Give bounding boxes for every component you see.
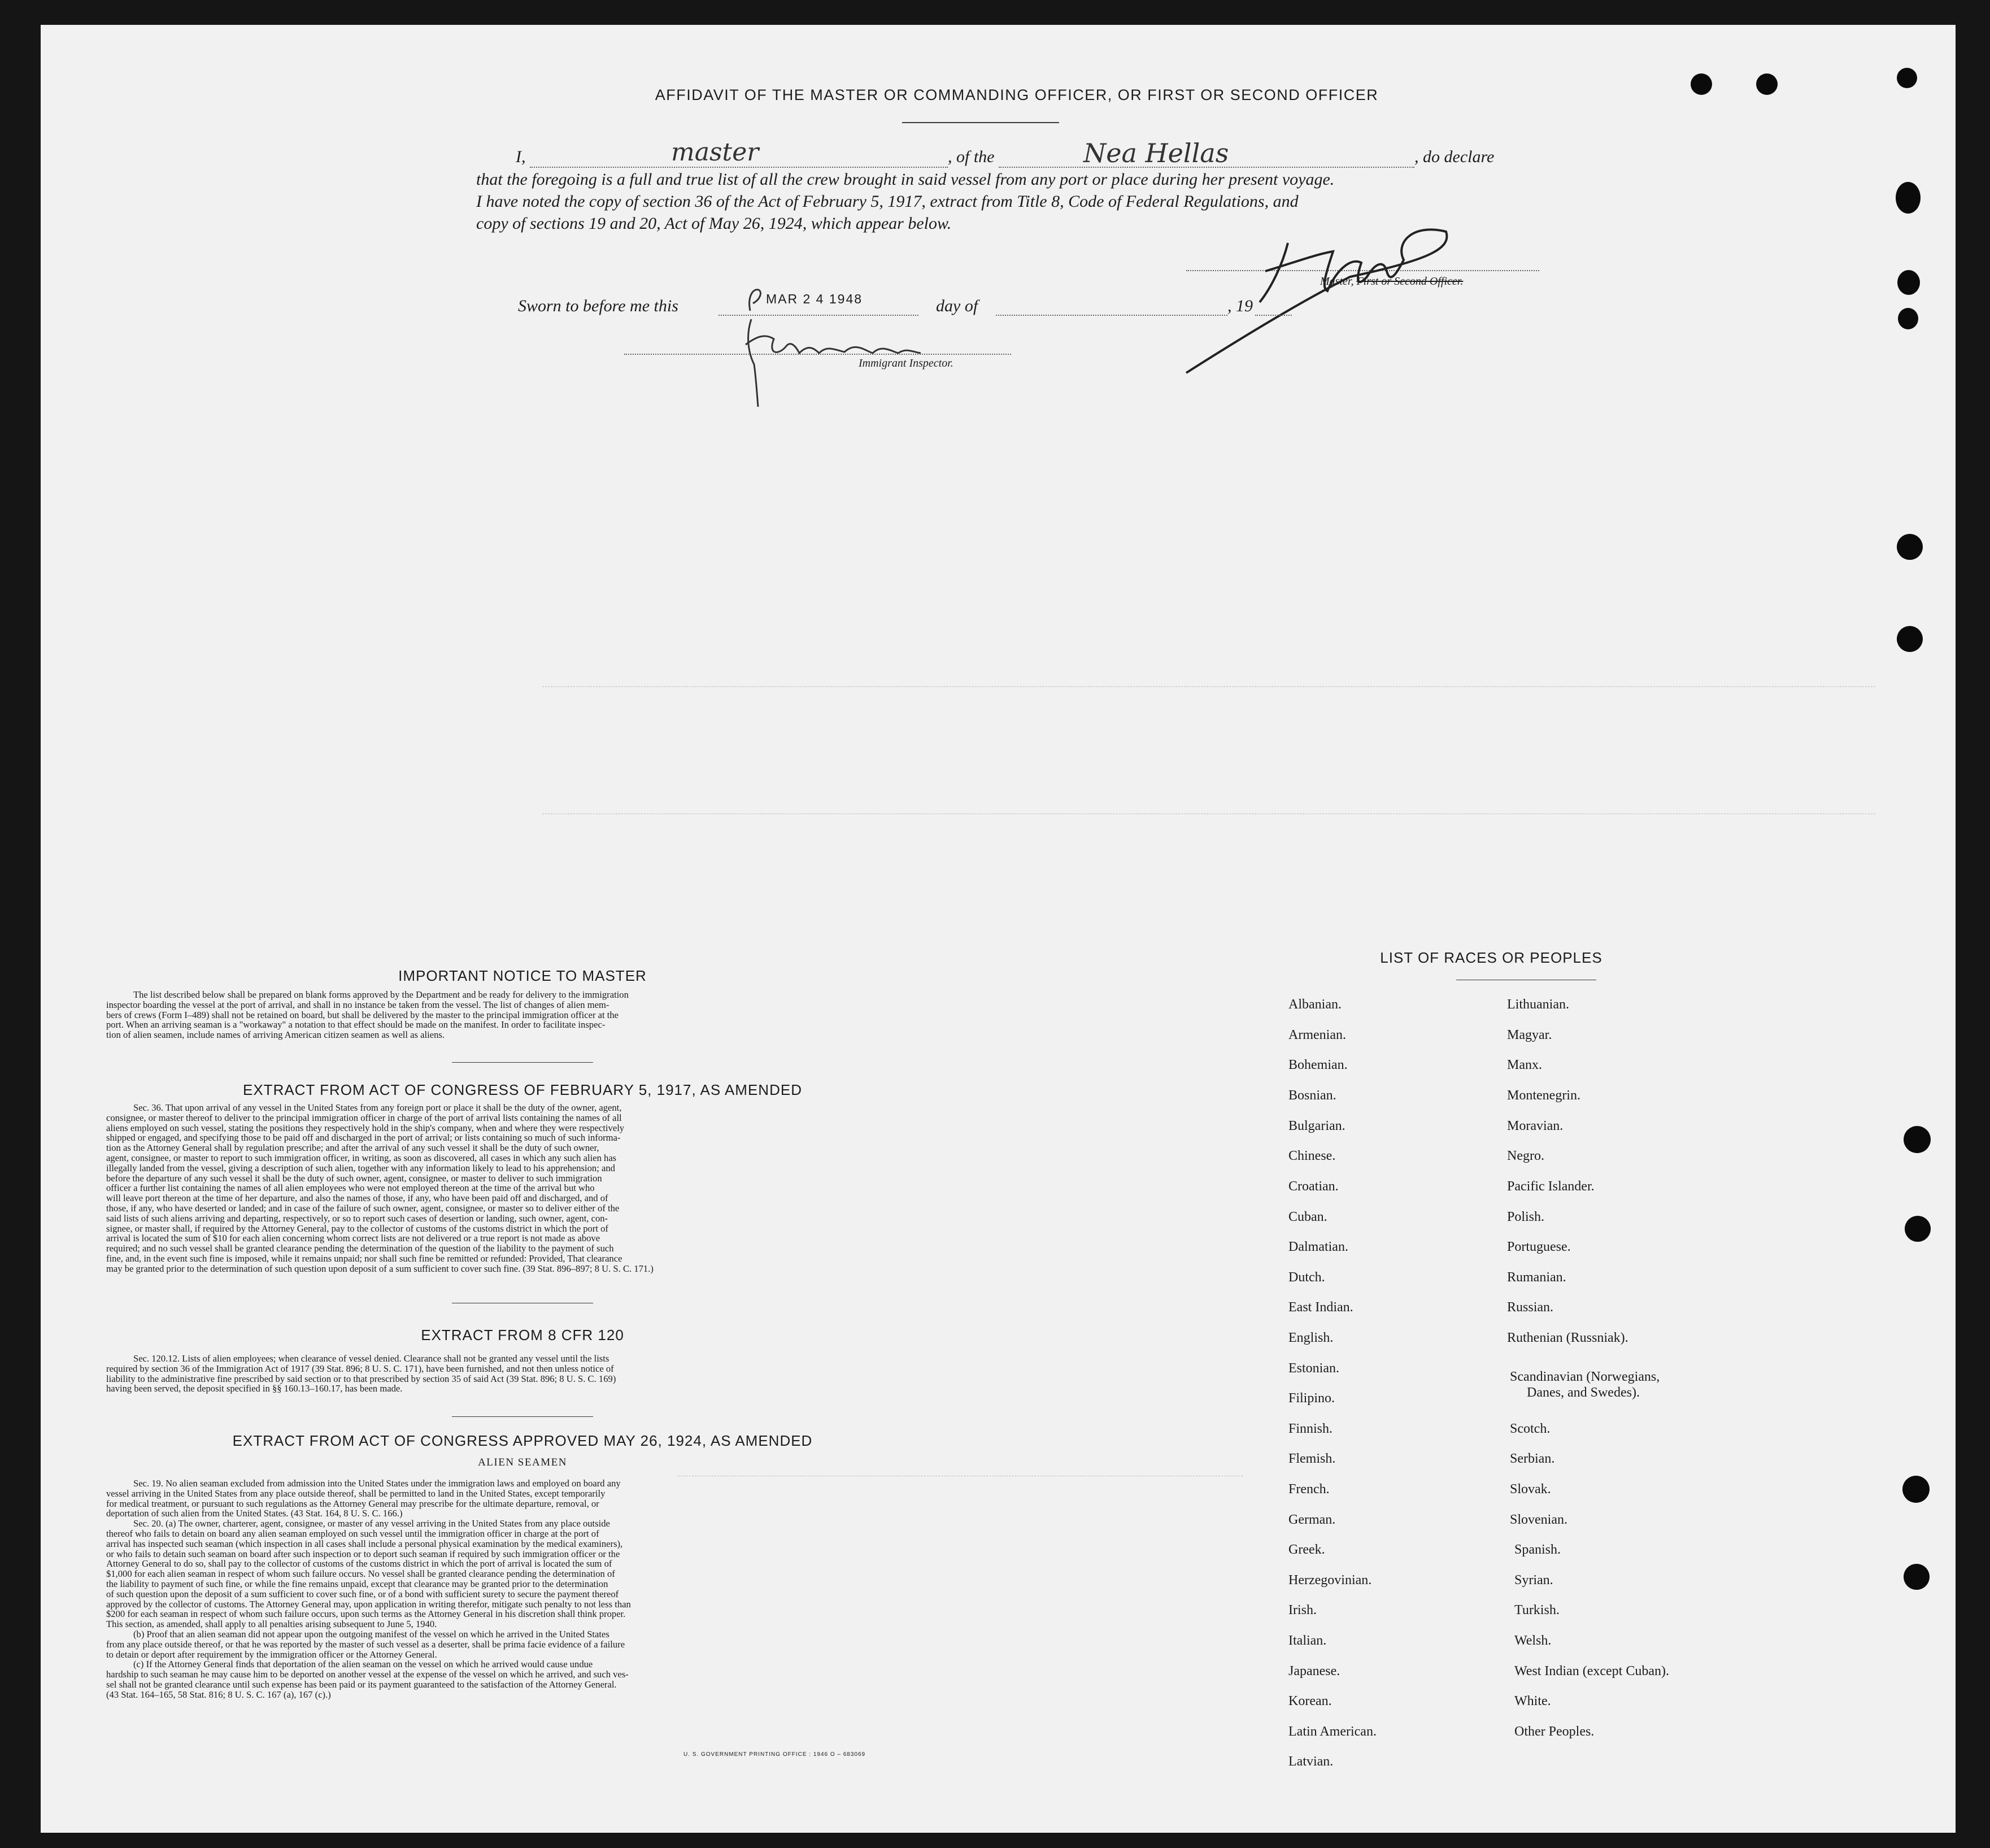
declaration-line-4: copy of sections 19 and 20, Act of May 26, 1924, which appear below.: [476, 214, 952, 233]
race-item: Scandinavian (Norwegians,: [1510, 1369, 1660, 1384]
race-item: Estonian.: [1288, 1361, 1339, 1376]
extract-1917-line: before the departure of any such vessel it shall be the duty of such owner, agent, consignee, or master to deliver to such immigration: [106, 1172, 602, 1184]
extract-1917-line: will leave port thereon at the time of her departure, and also the names of those, if any, who have been paid off and discharged, and of: [106, 1193, 608, 1204]
race-item: Pacific Islander.: [1507, 1179, 1595, 1194]
year-prefix-text: , 19: [1227, 297, 1253, 315]
race-item: Dalmatian.: [1288, 1240, 1348, 1254]
race-item: Manx.: [1507, 1058, 1542, 1072]
date-stamp: MAR 2 4 1948: [766, 292, 863, 306]
extract-1917-line: said lists of such aliens arriving and departing, respectively, or so to report such cases of desertion or landing, such owner, agent, con-: [106, 1212, 608, 1224]
punch-hole: [1902, 1476, 1930, 1503]
race-item: Korean.: [1288, 1694, 1332, 1708]
extract-1917-line: those, if any, who have deserted or landed; and in case of the failure of such owner, agent, consignee, or master so to deliver either of the: [106, 1202, 620, 1214]
extract-1917-line: arrival is located the sum of $10 for each alien concerning whom correct lists are not delivered or a true report is not made as above: [106, 1233, 600, 1244]
extract-1924-line: of such question upon the deposit of a sum sufficient to cover such fine, or of a bond with sufficient surety to secure the payment thereof: [106, 1588, 619, 1599]
extract-1924-line: Attorney General to do so, shall pay to the collector of customs of the customs district in which the port of arrival is located the sum of: [106, 1558, 612, 1569]
extract-1924-line: to detain or deport after requirement by the immigration officer or the Attorney General.: [106, 1649, 437, 1660]
master-label-plain: Master,: [1320, 275, 1357, 288]
name-field[interactable]: [530, 138, 948, 168]
race-item: Croatian.: [1288, 1179, 1339, 1194]
race-item: Italian.: [1288, 1633, 1327, 1648]
punch-hole: [1756, 73, 1778, 95]
extract-1924-line: approved by the collector of customs. The Attorney General may, upon application in writing therefor, mitigate such penalty to not less than: [106, 1598, 631, 1610]
race-item: Montenegrin.: [1507, 1088, 1580, 1103]
race-item: Filipino.: [1288, 1391, 1335, 1406]
extract-1917-line: required; and no such vessel shall be granted clearance pending the determination of the question of the liability to the payment of such: [106, 1243, 614, 1254]
race-item: Irish.: [1288, 1603, 1317, 1617]
race-item: Chinese.: [1288, 1149, 1336, 1163]
race-item: Latin American.: [1288, 1724, 1377, 1739]
race-item: Bohemian.: [1288, 1058, 1348, 1072]
extract-1924-line: or who fails to detain such seaman on board after such inspection or to deport such seaman if required by such immigration officer or the: [106, 1548, 620, 1559]
inspector-label: Immigrant Inspector.: [859, 357, 953, 369]
extract-1924-line: Sec. 19. No alien seaman excluded from admission into the United States under the immigration laws and employed on board any: [133, 1478, 621, 1489]
race-item: Syrian.: [1514, 1573, 1553, 1588]
notice-title: IMPORTANT NOTICE TO MASTER: [398, 967, 647, 984]
race-item: English.: [1288, 1330, 1334, 1345]
extract-1924-line: (c) If the Attorney General finds that deportation of the alien seaman on the vessel on which he arrived would cause undue: [133, 1659, 593, 1670]
extract-1924-line: $1,000 for each alien seaman in respect of whom such failure occurs. No vessel shall be granted clearance pending the determination of: [106, 1568, 615, 1580]
extract-1924-line: the liability to payment of such fine, or while the fine remains unpaid, except that clearance may be granted prior to the determination: [106, 1578, 608, 1589]
extract-1924-line: vessel arriving in the United States from any place outside thereof, shall be permitted to land in the United States, except temporarily: [106, 1488, 606, 1499]
race-item: Lithuanian.: [1507, 997, 1569, 1012]
affidavit-title: AFFIDAVIT OF THE MASTER OR COMMANDING OFFICER, OR FIRST OR SECOND OFFICER: [655, 86, 1379, 103]
extract-1917-line: signee, or master shall, if required by the Attorney General, pay to the collector of customs of the customs district in which the port of: [106, 1223, 608, 1234]
punch-hole: [1904, 1126, 1931, 1153]
extract-1924-line: Sec. 20. (a) The owner, charterer, agent, consignee, or master of any vessel arriving in the United States from any place outside: [133, 1518, 610, 1529]
race-item: Welsh.: [1514, 1633, 1552, 1648]
extract-1924-line: for medical treatment, or pursuant to such regulations as the Attorney General may prescribe for the ultimate departure, removal, or: [106, 1498, 599, 1509]
race-item: Ruthenian (Russniak).: [1507, 1330, 1628, 1345]
vessel-field[interactable]: [999, 138, 1414, 168]
ruled-line: [542, 686, 1875, 688]
race-item: Greek.: [1288, 1542, 1325, 1557]
extract-1924-line: sel shall not be granted clearance until such expense has been paid or its payment guaranteed to the satisfaction of the Attorney General.: [106, 1679, 617, 1690]
extract-1917-line: Sec. 36. That upon arrival of any vessel in the United States from any foreign port or place it shall be the duty of the owner, agent,: [133, 1102, 622, 1113]
extract-1924-line: deportation of such alien from the United States. (43 Stat. 164, 8 U. S. C. 166.): [106, 1508, 403, 1519]
printing-office-footer: U. S. GOVERNMENT PRINTING OFFICE : 1946 O – 683069: [683, 1751, 866, 1758]
race-item: Scotch.: [1510, 1421, 1551, 1436]
extract-1924-line: from any place outside thereof, or that he was reported by the master of such vessel as a deserter, shall be prima facie evidence of a failure: [106, 1638, 625, 1650]
race-item: Herzegovinian.: [1288, 1573, 1372, 1588]
race-item: Negro.: [1507, 1149, 1544, 1163]
do-declare-text: , do declare: [1414, 147, 1495, 166]
notice-line: bers of crews (Form I–489) shall not be retained on board, but shall be delivered by the master to the principal immigration officer at the: [106, 1009, 619, 1020]
extract-1924-line: (43 Stat. 164–165, 58 Stat. 816; 8 U. S. C. 167 (a), 167 (c).): [106, 1689, 331, 1700]
declaration-line-2: that the foregoing is a full and true list of all the crew brought in said vessel from any port or place during her present voyage.: [476, 170, 1335, 189]
race-item: Bosnian.: [1288, 1088, 1336, 1103]
extract-1924-line: thereof who fails to detain on board any alien seaman employed on such vessel until the immigration officer in charge at the port of: [106, 1528, 599, 1539]
master-label-struck: First or Second Officer.: [1356, 275, 1464, 288]
race-item: Other Peoples.: [1514, 1724, 1595, 1739]
extract-1917-line: consignee, or master thereof to deliver to the principal immigration officer in charge of the port of arrival lists containing the names of all: [106, 1112, 622, 1123]
title-rule: [902, 122, 1059, 123]
races-title: LIST OF RACES OR PEOPLES: [1380, 949, 1603, 966]
extract-cfr-body: [106, 1354, 942, 1394]
race-item: Magyar.: [1507, 1028, 1552, 1042]
race-item: Finnish.: [1288, 1421, 1333, 1436]
name-handwritten: master: [671, 138, 759, 167]
extract-1924-subtitle: ALIEN SEAMEN: [478, 1456, 567, 1468]
race-item: Turkish.: [1514, 1603, 1560, 1617]
race-item: Flemish.: [1288, 1451, 1336, 1466]
race-item: West Indian (except Cuban).: [1514, 1664, 1669, 1679]
punch-hole: [1904, 1564, 1930, 1590]
race-item: Danes, and Swedes).: [1527, 1385, 1640, 1400]
extract-1924-line: (b) Proof that an alien seaman did not appear upon the outgoing manifest of the vessel on which he arrived in the United States: [133, 1628, 609, 1640]
extract-1917-line: may be granted prior to the determination of such question upon deposit of a sum sufficient to cover such fine. (39 Stat. 896–897; 8 U. S. C. 171.): [106, 1263, 654, 1274]
year-field[interactable]: [1255, 298, 1292, 316]
extract-cfr-line: liability to the administrative fine prescribed by said section or to that prescribed by section 35 of said Act (39 Stat. 896; 8 U. S. C. 169): [106, 1373, 616, 1384]
extract-cfr-line: required by section 36 of the Immigration Act of 1917 (39 Stat. 896; 8 U. S. C. 171), have been furnished, and not then unless notice of: [106, 1363, 614, 1374]
punch-hole: [1897, 626, 1923, 652]
punch-hole: [1897, 534, 1923, 560]
sworn-text: Sworn to before me this: [518, 297, 678, 315]
extract-1924-line: This section, as amended, shall apply to all penalties arising subsequent to June 5, 1940.: [106, 1619, 437, 1630]
race-item: Bulgarian.: [1288, 1119, 1345, 1133]
race-item: East Indian.: [1288, 1300, 1353, 1315]
race-item: Dutch.: [1288, 1270, 1325, 1285]
race-item: French.: [1288, 1482, 1330, 1497]
extract-1917-line: illegally landed from the vessel, giving a description of such alien, together with any information likely to lead to his apprehension; and: [106, 1162, 615, 1173]
notice-line: tion of alien seamen, include names of arriving American citizen seamen as well as aliens.: [106, 1029, 445, 1041]
extract-1917-line: officer a further list containing the names of all alien employees who were not employed thereon at the time of the arrival but who: [106, 1182, 595, 1194]
race-item: Slovak.: [1510, 1482, 1551, 1497]
extract-1924-body: [106, 1479, 942, 1700]
punch-hole: [1905, 1216, 1931, 1242]
notice-body: [106, 990, 942, 1040]
extract-1917-line: fine, and, in the event such fine is imposed, while it remains unpaid; nor shall such fine be remitted or refunded: Provided, That clearance: [106, 1253, 622, 1264]
race-item: Spanish.: [1514, 1542, 1561, 1557]
stamp-mark: [744, 285, 767, 314]
race-item: Cuban.: [1288, 1210, 1327, 1224]
race-item: Latvian.: [1288, 1754, 1334, 1769]
race-item: Armenian.: [1288, 1028, 1346, 1042]
race-item: Albanian.: [1288, 997, 1342, 1012]
race-item: Moravian.: [1507, 1119, 1564, 1133]
extract-1917-line: shipped or engaged, and specifying those to be paid off and discharged in the port of arrival; or lists containing so much of such informa-: [106, 1132, 621, 1143]
extract-1924-line: arrival has inspected such seaman (which inspection in all cases shall include a personal physical examination by the medical examiners),: [106, 1538, 623, 1549]
notice-line: port. When an arriving seaman is a "workaway" a notation to that effect should be made on the manifest. In order to facilitate inspec-: [106, 1019, 606, 1030]
race-item: Rumanian.: [1507, 1270, 1566, 1285]
day-of-text: day of: [936, 297, 978, 315]
month-field[interactable]: [996, 298, 1227, 316]
race-item: Japanese.: [1288, 1664, 1340, 1679]
ruled-line: [542, 814, 1875, 815]
declaration-line-1: [516, 138, 1544, 168]
punch-hole: [1898, 308, 1918, 329]
extract-1917-body: [106, 1103, 942, 1274]
race-item: White.: [1514, 1694, 1551, 1708]
section-rule: [452, 1416, 593, 1417]
extract-1924-line: $200 for each seaman in respect of whom such failure occurs, upon such terms as the Attorney General in his discretion shall think proper.: [106, 1608, 626, 1620]
ruled-line: [678, 1476, 1243, 1477]
race-item: Portuguese.: [1507, 1240, 1571, 1254]
race-item: Serbian.: [1510, 1451, 1555, 1466]
master-signature: [1181, 209, 1469, 379]
extract-1917-title: EXTRACT FROM ACT OF CONGRESS OF FEBRUARY 5, 1917, AS AMENDED: [243, 1081, 802, 1098]
master-label: [1320, 275, 1463, 288]
race-item: Slovenian.: [1510, 1512, 1567, 1527]
race-item: German.: [1288, 1512, 1336, 1527]
extract-1917-line: aliens employed on such vessel, stating the positions they respectively hold in the ship's company, when and where they were respectively: [106, 1122, 625, 1133]
extract-1917-line: tion as the Attorney General shall by regulation prescribe; and after the arrival of any such vessel it shall be the duty of such owner,: [106, 1142, 599, 1154]
extract-1917-line: agent, consignee, or master to report to such immigration officer, in writing, as soon as discovered, all cases in which any such alien has: [106, 1152, 617, 1163]
extract-cfr-title: EXTRACT FROM 8 CFR 120: [421, 1327, 624, 1343]
vessel-handwritten: Nea Hellas: [1083, 138, 1229, 168]
extract-1924-line: hardship to such seaman he may cause him to be deported on another vessel at the expense of the vessel on which he arrived, and such ves-: [106, 1669, 629, 1680]
race-item: Polish.: [1507, 1210, 1545, 1224]
notice-line: inspector boarding the vessel at the port of arrival, and shall in no instance be taken from the vessel. The list of changes of alien mem-: [106, 999, 609, 1010]
punch-hole: [1896, 182, 1921, 214]
race-item: Russian.: [1507, 1300, 1554, 1315]
punch-hole: [1897, 270, 1920, 295]
extract-cfr-line: Sec. 120.12. Lists of alien employees; when clearance of vessel denied. Clearance shall not be granted any vessel until the lists: [133, 1353, 609, 1364]
notice-line: The list described below shall be prepared on blank forms approved by the Department and be ready for delivery to the immigration: [133, 989, 629, 1000]
declaration-line-3: I have noted the copy of section 36 of the Act of February 5, 1917, extract from Title 8, Code of Federal Regulations, and: [476, 192, 1299, 211]
extract-cfr-line: having been served, the deposit specified in §§ 160.13–160.17, has been made.: [106, 1383, 403, 1394]
section-rule: [452, 1062, 593, 1063]
punch-hole: [1897, 68, 1917, 88]
of-the-text: , of the: [948, 147, 995, 166]
punch-hole: [1691, 73, 1712, 95]
declaration-i: I,: [516, 147, 526, 166]
extract-1924-title: EXTRACT FROM ACT OF CONGRESS APPROVED MAY 26, 1924, AS AMENDED: [232, 1432, 813, 1449]
